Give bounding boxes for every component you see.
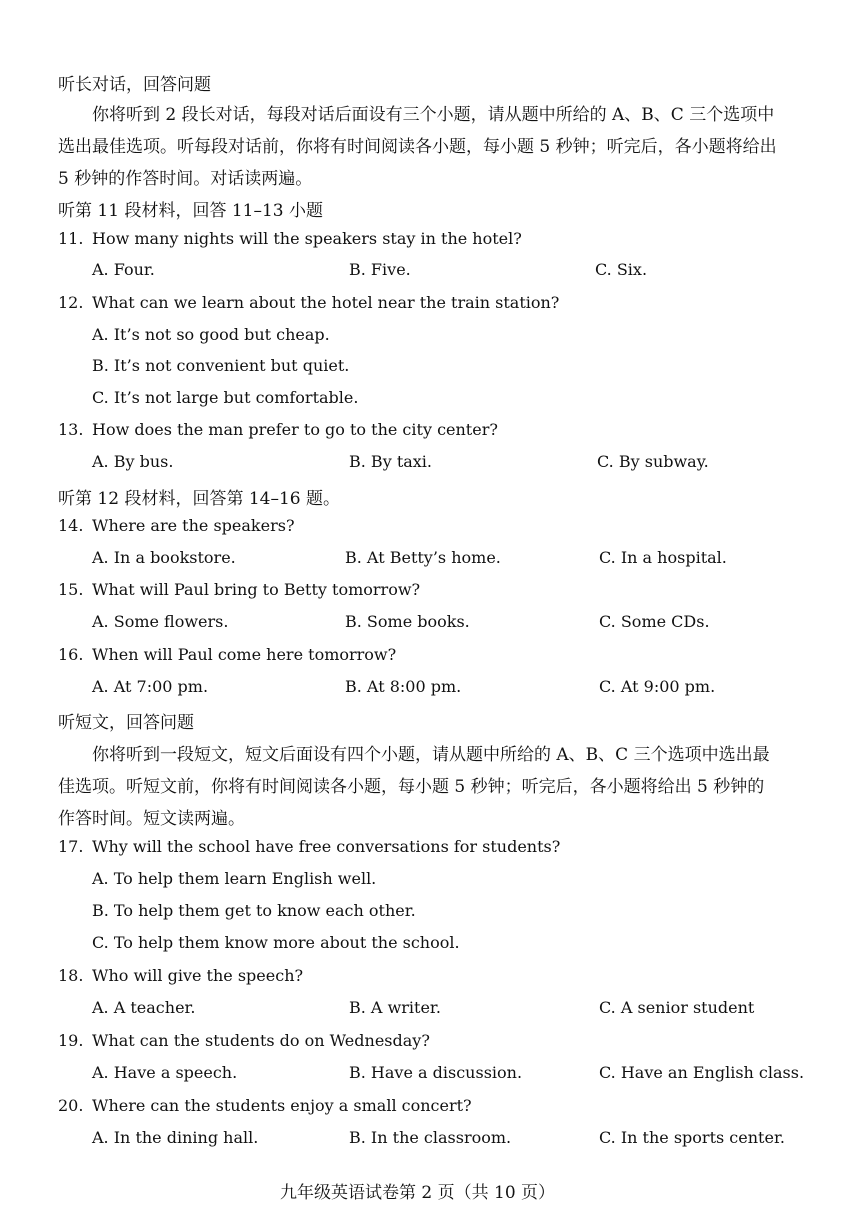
question-number: 18. bbox=[58, 966, 84, 985]
instructions-line-3: 作答时间。短文读两遍。 bbox=[58, 809, 245, 829]
question-text: How many nights will the speakers stay in the hotel? bbox=[92, 229, 522, 248]
question-number: 20. bbox=[58, 1096, 84, 1115]
option-a: A. To help them learn English well. bbox=[92, 869, 377, 888]
question-text: Where are the speakers? bbox=[92, 516, 295, 535]
option-c: C. By subway. bbox=[597, 452, 709, 471]
option-b: B. It’s not convenient but quiet. bbox=[92, 356, 350, 375]
question-text: What will Paul bring to Betty tomorrow? bbox=[92, 580, 421, 599]
option-c: C. Have an English class. bbox=[599, 1063, 805, 1082]
material-heading-11: 听第 11 段材料，回答 11–13 小题 bbox=[58, 201, 324, 221]
option-b: B. Have a discussion. bbox=[349, 1063, 523, 1082]
option-a: A. By bus. bbox=[92, 452, 174, 471]
option-a: A. A teacher. bbox=[92, 998, 196, 1017]
instructions-line-2: 佳选项。听短文前，你将有时间阅读各小题，每小题 5 秒钟；听完后，各小题将给出 5 秒钟的 bbox=[58, 777, 765, 797]
option-c: C. Six. bbox=[595, 260, 648, 279]
question-number: 14. bbox=[58, 516, 84, 535]
question-text: What can the students do on Wednesday? bbox=[92, 1031, 430, 1050]
option-c: C. It’s not large but comfortable. bbox=[92, 388, 359, 407]
question-text: Who will give the speech? bbox=[92, 966, 304, 985]
option-b: B. To help them get to know each other. bbox=[92, 901, 416, 920]
option-c: C. To help them know more about the school. bbox=[92, 933, 460, 952]
question-text: When will Paul come here tomorrow? bbox=[92, 645, 397, 664]
option-a: A. Have a speech. bbox=[92, 1063, 238, 1082]
option-a: A. In the dining hall. bbox=[92, 1128, 259, 1147]
question-number: 11. bbox=[58, 229, 84, 248]
question-text: What can we learn about the hotel near the train station? bbox=[92, 293, 560, 312]
option-b: B. By taxi. bbox=[349, 452, 433, 471]
option-c: C. Some CDs. bbox=[599, 612, 710, 631]
instructions-line-1: 你将听到一段短文，短文后面设有四个小题，请从题中所给的 A、B、C 三个选项中选出最 bbox=[92, 745, 770, 765]
instructions-line-3: 5 秒钟的作答时间。对话读两遍。 bbox=[58, 169, 313, 189]
question-number: 12. bbox=[58, 293, 84, 312]
option-c: C. At 9:00 pm. bbox=[599, 677, 716, 696]
instructions-line-1: 你将听到 2 段长对话，每段对话后面设有三个小题，请从题中所给的 A、B、C 三个选项中 bbox=[92, 105, 775, 125]
option-b: B. Some books. bbox=[345, 612, 470, 631]
option-a: A. Four. bbox=[92, 260, 155, 279]
option-b: B. Five. bbox=[349, 260, 411, 279]
instructions-line-2: 选出最佳选项。听每段对话前，你将有时间阅读各小题，每小题 5 秒钟；听完后，各小题将给出 bbox=[58, 137, 777, 157]
option-b: B. At Betty’s home. bbox=[345, 548, 501, 567]
question-number: 15. bbox=[58, 580, 84, 599]
option-b: B. At 8:00 pm. bbox=[345, 677, 462, 696]
question-text: Why will the school have free conversations for students? bbox=[92, 837, 561, 856]
option-c: C. In the sports center. bbox=[599, 1128, 785, 1147]
question-number: 16. bbox=[58, 645, 84, 664]
question-number: 13. bbox=[58, 420, 84, 439]
option-a: A. Some flowers. bbox=[92, 612, 229, 631]
question-number: 19. bbox=[58, 1031, 84, 1050]
section-heading-passage: 听短文，回答问题 bbox=[58, 713, 194, 733]
question-number: 17. bbox=[58, 837, 84, 856]
question-text: Where can the students enjoy a small concert? bbox=[92, 1096, 472, 1115]
option-a: A. At 7:00 pm. bbox=[92, 677, 209, 696]
option-c: C. In a hospital. bbox=[599, 548, 727, 567]
question-text: How does the man prefer to go to the city center? bbox=[92, 420, 498, 439]
option-a: A. It’s not so good but cheap. bbox=[92, 325, 330, 344]
material-heading-12: 听第 12 段材料，回答第 14–16 题。 bbox=[58, 489, 341, 509]
section-heading-long-dialogue: 听长对话，回答问题 bbox=[58, 75, 211, 95]
option-b: B. A writer. bbox=[349, 998, 441, 1017]
page-footer: 九年级英语试卷第 2 页（共 10 页） bbox=[280, 1183, 556, 1203]
option-a: A. In a bookstore. bbox=[92, 548, 236, 567]
option-b: B. In the classroom. bbox=[349, 1128, 512, 1147]
option-c: C. A senior student bbox=[599, 998, 755, 1017]
